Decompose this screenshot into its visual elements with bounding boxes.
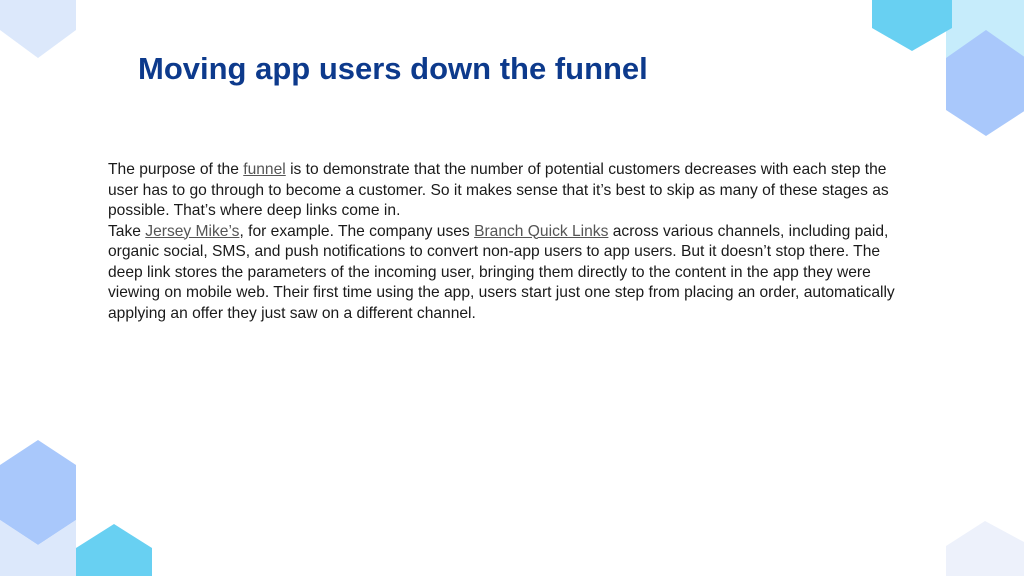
hexagon-shape: [0, 440, 76, 545]
text-segment: The purpose of the: [108, 161, 244, 178]
text-segment: , for example. The company uses: [239, 222, 475, 240]
hexagon-shape: [946, 30, 1024, 136]
hexagon-shape: [946, 0, 1024, 80]
paragraph-example: [108, 222, 908, 325]
branch-quick-links-link[interactable]: Branch Quick Links: [474, 222, 609, 240]
hexagon-shape: [946, 521, 1024, 576]
slide-body: [108, 160, 908, 324]
hexagon-shape: [76, 524, 152, 576]
text-segment: is to demonstrate that the number of potential customers decreases with each step the user has to go through to become a customer. So it makes sense that it’s best to skip as many of these stages as possible. That’s where deep links come in.: [108, 161, 889, 219]
hexagon-shape: [872, 0, 952, 51]
hexagon-shape: [0, 0, 76, 58]
hexagon-shape: [0, 520, 76, 576]
jersey-mikes-link[interactable]: Jersey Mike’s: [145, 222, 240, 240]
text-segment: Take: [108, 222, 146, 240]
text-segment: across various channels, including paid, organic social, SMS, and push notifications to convert non-app users to app users. But it doesn’t stop there. The deep link stores the parameters of the incoming user, bringing them directly to the content in the app they were viewing on mobile web. Their first time using the app, users start just one step from placing an order, automatically applying an offer they just saw on a different channel.: [108, 222, 895, 322]
slide-title: Moving app users down the funnel: [138, 51, 648, 86]
funnel-link[interactable]: funnel: [243, 161, 286, 178]
paragraph-funnel: [108, 160, 908, 222]
